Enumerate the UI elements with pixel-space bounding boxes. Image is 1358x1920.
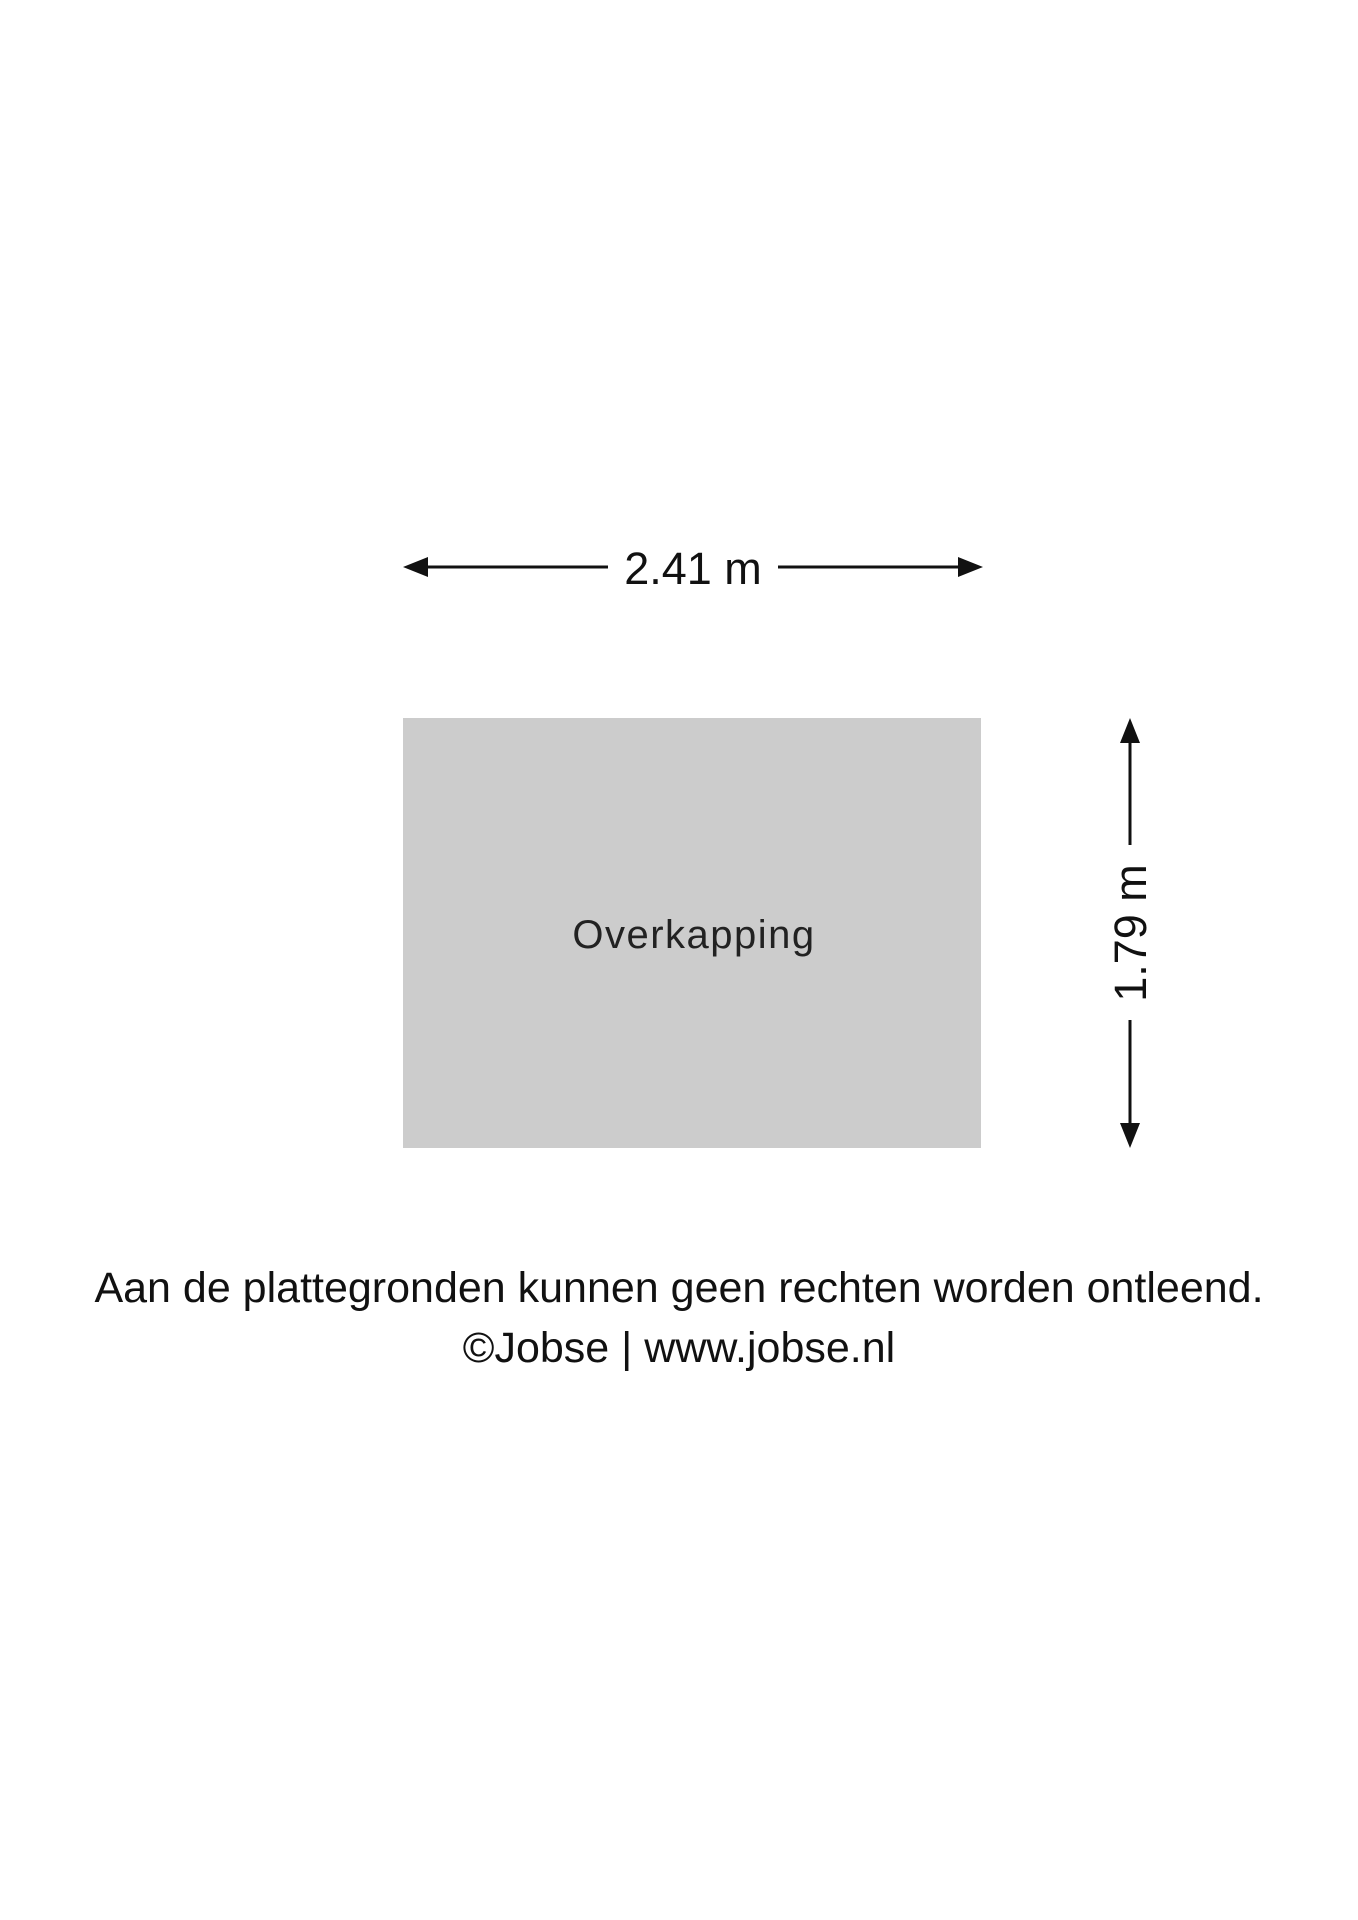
width-dimension: [403, 543, 983, 594]
arrow-down-icon: [1120, 1123, 1140, 1148]
disclaimer-text: Aan de plattegronden kunnen geen rechten worden ontleend.: [94, 1264, 1264, 1312]
depth-dimension: [1105, 718, 1156, 1148]
footer: [0, 1258, 1358, 1378]
arrow-right-icon: [958, 557, 983, 577]
arrow-up-icon: [1120, 718, 1140, 743]
copyright-text: ©Jobse | www.jobse.nl: [462, 1324, 896, 1372]
width-dimension-label: 2.41 m: [624, 543, 762, 594]
room-label: Overkapping: [572, 913, 816, 957]
depth-dimension-label: 1.79 m: [1105, 864, 1156, 1002]
arrow-left-icon: [403, 557, 428, 577]
